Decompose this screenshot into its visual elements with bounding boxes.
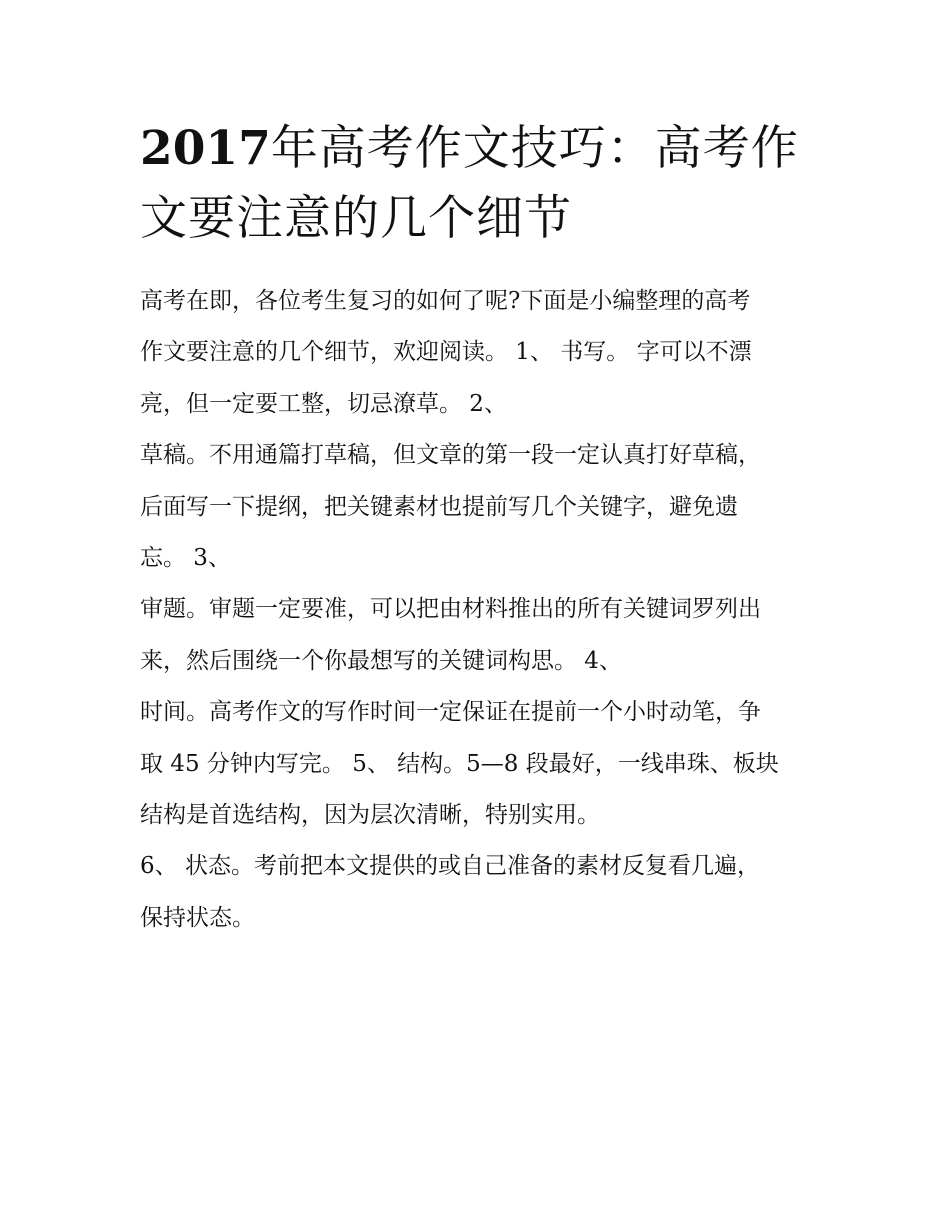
title-line-1-text: 年高考作文技巧：高考作 [270,121,799,176]
body-line: 审题。审题一定要准，可以把由材料推出的所有关键词罗列出 [140,596,761,623]
document-title [140,114,810,254]
body-line: 时间。高考作文的写作时间一定保证在提前一个小时动笔，争 [140,699,761,726]
body-line: 高考在即，各位考生复习的如何了呢?下面是小编整理的高考 [140,288,751,314]
body-line: 亮，但一定要工整，切忌潦草。 2、 [140,390,507,417]
body-line: 6、 状态。考前把本文提供的或自己准备的素材反复看几遍， [140,853,760,880]
title-line-1 [140,114,810,184]
body-line: 忘。 3、 [140,544,231,571]
body-line: 作文要注意的几个细节，欢迎阅读。 1、 书写。 字可以不漂 [140,339,752,366]
body-line: 后面写一下提纲，把关键素材也提前写几个关键字，避免遗 [140,493,738,520]
title-line-2: 文要注意的几个细节 [140,191,572,246]
body-line: 草稿。不用通篇打草稿，但文章的第一段一定认真打好草稿， [140,442,761,469]
body-line: 保持状态。 [140,904,255,931]
body-line: 来，然后围绕一个你最想写的关键词构思。 4、 [140,647,622,674]
title-year: 2017 [140,121,271,176]
document-body [140,276,820,944]
body-line: 取 45 分钟内写完。 5、 结构。5—8 段最好，一线串珠、板块 [140,750,779,777]
body-line: 结构是首选结构，因为层次清晰，特别实用。 [140,801,600,828]
